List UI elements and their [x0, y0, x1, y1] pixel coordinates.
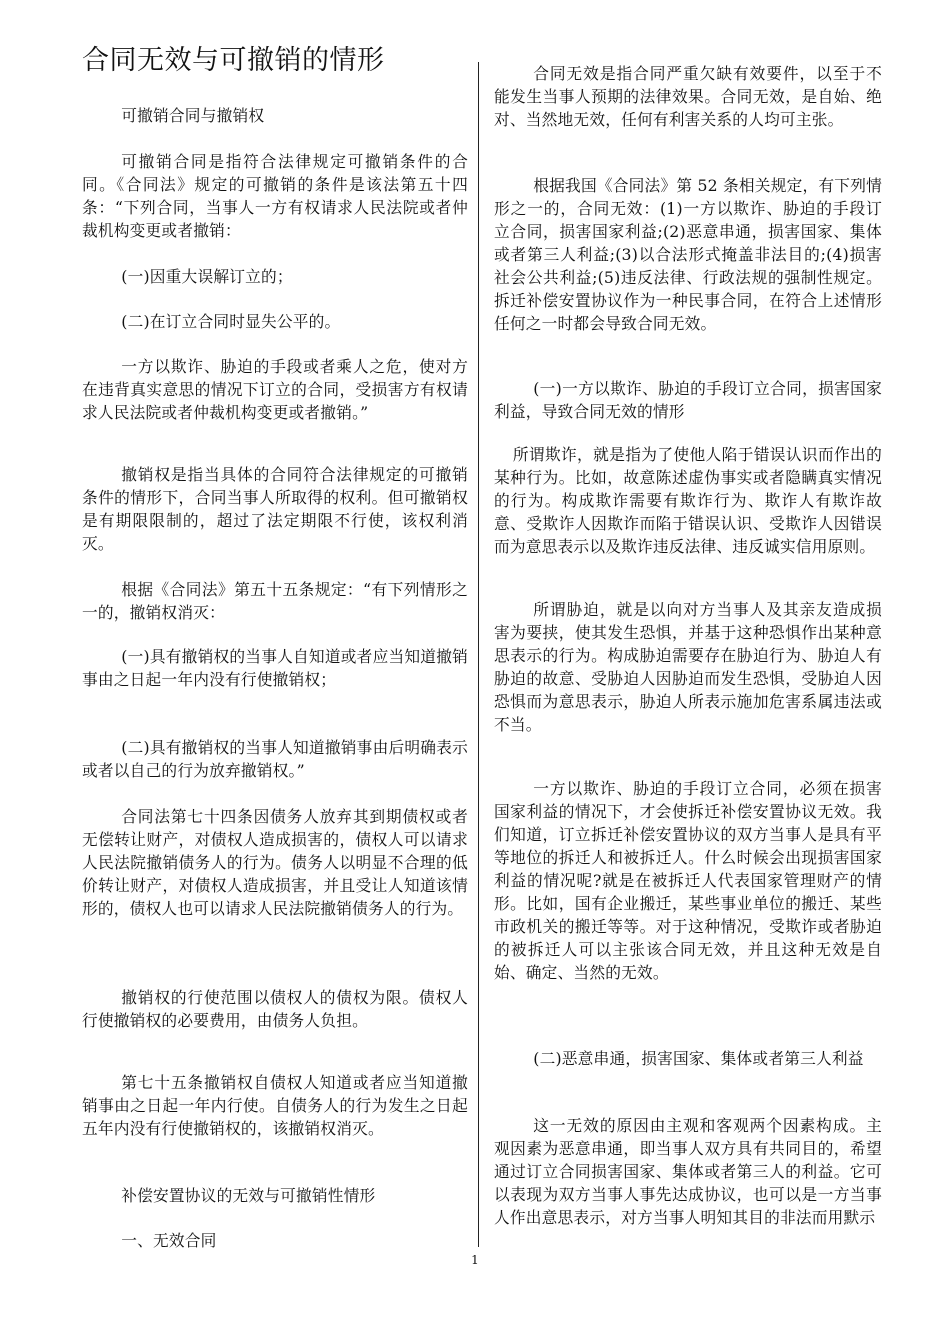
paragraph: 所谓胁迫，就是以向对方当事人及其亲友造成损害为要挟，使其发生恐惧，并基于这种恐惧作出某种意思表示的行为。构成胁迫需要存在胁迫行为、胁迫人有胁迫的故意、受胁迫人因胁迫而发生恐惧，受胁迫人因恐惧而为意思表示，胁迫人所表示施加危害系属违法或不当。: [494, 600, 882, 734]
paragraph: 可撤销合同与撤销权: [121, 106, 265, 125]
page-title: 合同无效与可撤销的情形: [82, 45, 385, 76]
paragraph: 这一无效的原因由主观和客观两个因素构成。主观因素为恶意串通，即当事人双方具有共同目的，希望通过订立合同损害国家、集体或者第三人的利益。它可以表现为双方当事人事先达成协议，也可以是一方当事人作出意思表示，对方当事人明知其目的非法而用默示: [494, 1116, 882, 1227]
paragraph: 可撤销合同是指符合法律规定可撤销条件的合同。《合同法》规定的可撤销的条件是该法第五十四条：“下列合同，当事人一方有权请求人民法院或者仲裁机构变更或者撤销：: [82, 152, 468, 240]
paragraph: 一方以欺诈、胁迫的手段订立合同，必须在损害国家利益的情况下，才会使拆迁补偿安置协议无效。我们知道，订立拆迁补偿安置协议的双方当事人是具有平等地位的拆迁人和被拆迁人。什么时候会出现损害国家利益的情况呢?就是在被拆迁人代表国家管理财产的情形。比如，国有企业搬迁，某些事业单位的搬迁、某些市政机关的搬迁等等。对于这种情况，受欺诈或者胁迫的被拆迁人可以主张该合同无效，并且这种无效是自始、确定、当然的无效。: [494, 779, 882, 982]
paragraph: (二)在订立合同时显失公平的。: [121, 312, 341, 331]
column-divider: [478, 62, 479, 1247]
paragraph: 撤销权的行使范围以债权人的债权为限。债权人行使撤销权的必要费用，由债务人负担。: [82, 988, 468, 1030]
paragraph: 一方以欺诈、胁迫的手段或者乘人之危，使对方在违背真实意思的情况下订立的合同，受损害方有权请求人民法院或者仲裁机构变更或者撤销。”: [82, 357, 468, 422]
paragraph: 一、无效合同: [121, 1231, 217, 1250]
paragraph: (二)恶意串通，损害国家、集体或者第三人利益: [533, 1049, 864, 1068]
paragraph: 撤销权是指当具体的合同符合法律规定的可撤销条件的情形下，合同当事人所取得的权利。但可撤销权是有期限限制的，超过了法定期限不行使，该权利消灭。: [82, 465, 468, 553]
paragraph: 第七十五条撤销权自债权人知道或者应当知道撤销事由之日起一年内行使。自债务人的行为发生之日起五年内没有行使撤销权的，该撤销权消灭。: [82, 1073, 468, 1138]
paragraph: 补偿安置协议的无效与可撤销性情形: [121, 1186, 376, 1205]
paragraph: 所谓欺诈，就是指为了使他人陷于错误认识而作出的某种行为。比如，故意陈述虚伪事实或者隐瞒真实情况的行为。构成欺诈需要有欺诈行为、欺诈人有欺诈故意、受欺诈人因欺诈而陷于错误认识、受欺诈人因错误而为意思表示以及欺诈违反法律、违反诚实信用原则。: [494, 445, 882, 556]
paragraph: (二)具有撤销权的当事人知道撤销事由后明确表示或者以自己的行为放弃撤销权。”: [82, 738, 468, 780]
paragraph: 合同无效是指合同严重欠缺有效要件，以至于不能发生当事人预期的法律效果。合同无效，是自始、绝对、当然地无效，任何有利害关系的人均可主张。: [494, 64, 882, 129]
paragraph: (一)一方以欺诈、胁迫的手段订立合同，损害国家利益，导致合同无效的情形: [494, 379, 882, 421]
paragraph: 合同法第七十四条因债务人放弃其到期债权或者无偿转让财产，对债权人造成损害的，债权人可以请求人民法院撤销债务人的行为。债务人以明显不合理的低价转让财产，对债权人造成损害，并且受让人知道该情形的，债权人也可以请求人民法院撤销债务人的行为。: [82, 807, 468, 918]
paragraph: (一)具有撤销权的当事人自知道或者应当知道撤销事由之日起一年内没有行使撤销权；: [82, 647, 468, 689]
paragraph: 根据我国《合同法》第 52 条相关规定，有下列情形之一的，合同无效：(1)一方以欺诈、胁迫的手段订立合同，损害国家利益;(2)恶意串通，损害国家、集体或者第三人利益;(3)以合法形式掩盖非法目的;(4)损害社会公共利益;(5)违反法律、行政法规的强制性规定。拆迁补偿安置协议作为一种民事合同，在符合上述情形任何之一时都会导致合同无效。: [494, 176, 882, 333]
paragraph: 根据《合同法》第五十五条规定：“有下列情形之一的，撤销权消灭：: [82, 580, 468, 622]
page-number: 1: [471, 1253, 479, 1267]
paragraph: (一)因重大误解订立的；: [121, 267, 293, 286]
